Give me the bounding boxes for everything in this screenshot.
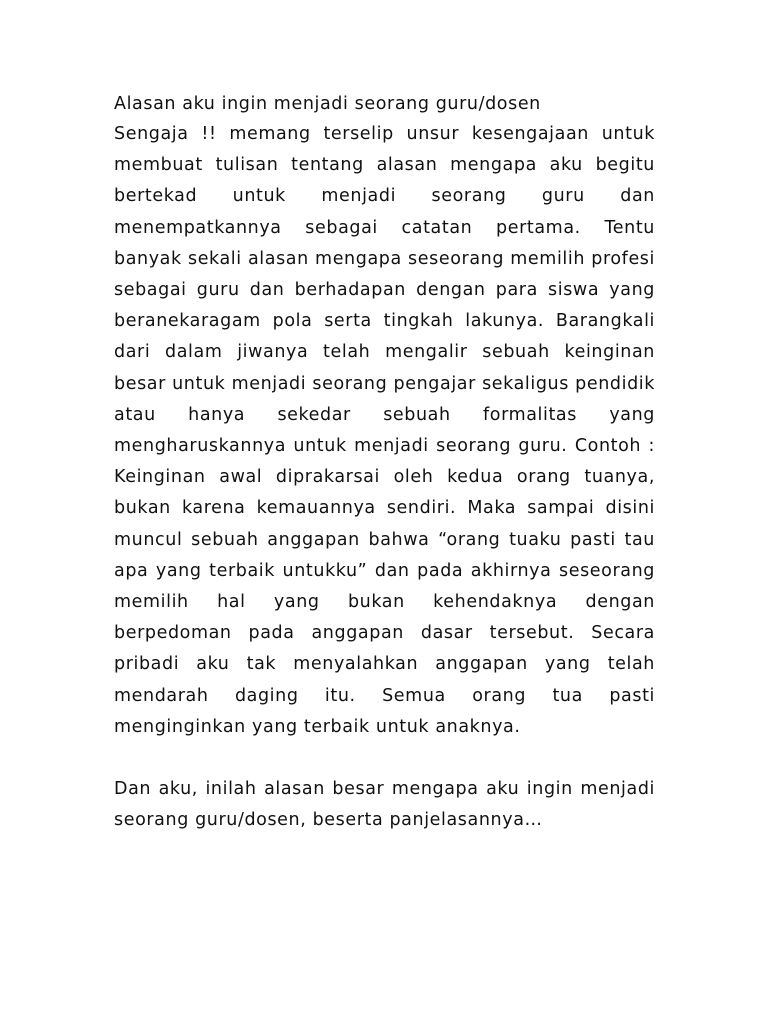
paragraph: Dan aku, inilah alasan besar mengapa aku ingin menjadi seorang guru/dosen, beserta panjelasannya… bbox=[114, 779, 655, 831]
document-title: Alasan aku ingin menjadi seorang guru/dosen bbox=[114, 94, 541, 114]
paragraph: Sengaja !! memang terselip unsur kesengajaan untuk membuat tulisan tentang alasan mengapa aku begitu bertekad untuk menjadi seorang guru dan menempatkannya sebagai catatan pertama. Tentu banyak sekali alasan mengapa seseorang memilih profesi sebagai guru dan berhadapan dengan para siswa yang beranekaragam pola serta tingkah lakunya. Barangkali dari dalam jiwanya telah mengalir sebuah keinginan besar untuk menjadi seorang pengajar sekaligus pendidik atau hanya sekedar sebuah formalitas yang mengharuskannya untuk menjadi seorang guru. Contoh : Keinginan awal diprakarsai oleh kedua orang tuanya, bukan karena kemauannya sendiri. Maka sampai disini muncul sebuah anggapan bahwa “orang tuaku pasti tau apa yang terbaik untukku” dan pada akhirnya seseorang memilih hal yang bukan kehendaknya dengan berpedoman pada anggapan dasar tersebut. Secara pribadi aku tak menyalahkan anggapan yang telah mendarah daging itu. Semua orang tua pasti menginginkan yang terbaik untuk anaknya. bbox=[114, 124, 655, 737]
document-body bbox=[114, 89, 655, 836]
